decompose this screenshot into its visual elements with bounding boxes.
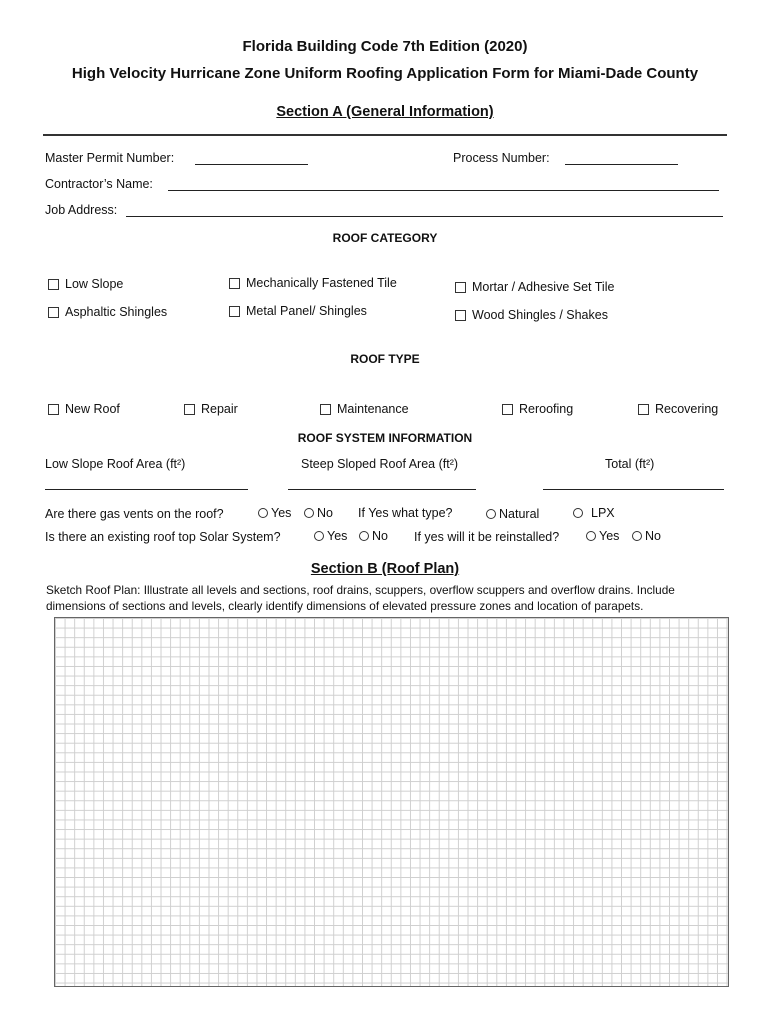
process-number-field[interactable] (565, 164, 678, 165)
gas-vents-no-radio[interactable] (304, 506, 333, 520)
checkbox-wood-shingles-shakes[interactable] (455, 308, 608, 322)
option-label: Asphaltic Shingles (65, 305, 168, 319)
checkbox-icon[interactable] (48, 279, 59, 290)
roof-system-heading: ROOF SYSTEM INFORMATION (297, 431, 473, 445)
radio-label: Natural (499, 507, 540, 521)
option-label: Repair (201, 402, 238, 416)
option-label: Reroofing (519, 402, 574, 416)
total-area-label: Total (ft²) (605, 457, 655, 471)
radio-label: Yes (599, 529, 620, 543)
gas-vents-type-label: If Yes what type? (358, 506, 453, 520)
radio-icon[interactable] (359, 531, 369, 541)
checkbox-mortar-adhesive-set-tile[interactable] (455, 280, 614, 294)
reinstall-no-radio[interactable] (632, 529, 661, 543)
total-area-field[interactable] (543, 489, 724, 490)
option-label: Recovering (655, 402, 719, 416)
job-address-field[interactable] (126, 216, 723, 217)
low-slope-area-field[interactable] (45, 489, 248, 490)
roof-category-heading: ROOF CATEGORY (332, 231, 438, 245)
section-a-title: Section A (General Information) (276, 104, 494, 120)
checkbox-reroofing[interactable] (502, 402, 573, 416)
radio-icon[interactable] (258, 508, 268, 518)
gas-vent-lpx-radio[interactable] (573, 506, 615, 520)
checkbox-repair[interactable] (184, 402, 238, 416)
checkbox-new-roof[interactable] (48, 402, 120, 416)
checkbox-recovering[interactable] (638, 402, 718, 416)
option-label: Mechanically Fastened Tile (246, 276, 397, 290)
checkbox-icon[interactable] (229, 306, 240, 317)
solar-reinstall-question: If yes will it be reinstalled? (414, 530, 560, 544)
checkbox-maintenance[interactable] (320, 402, 409, 416)
option-label: Maintenance (337, 402, 409, 416)
steep-slope-area-label: Steep Sloped Roof Area (ft²) (301, 457, 459, 471)
roof-type-heading: ROOF TYPE (350, 352, 420, 366)
checkbox-icon[interactable] (638, 404, 649, 415)
radio-label: No (372, 529, 388, 543)
low-slope-area-label: Low Slope Roof Area (ft²) (45, 457, 186, 471)
radio-icon[interactable] (573, 508, 583, 518)
option-label: Low Slope (65, 277, 124, 291)
option-label: Metal Panel/ Shingles (246, 304, 367, 318)
radio-label: No (317, 506, 333, 520)
checkbox-icon[interactable] (455, 310, 466, 321)
checkbox-mechanically-fastened-tile[interactable] (229, 276, 397, 290)
roof-plan-sketch-grid[interactable] (54, 617, 729, 987)
job-address-label: Job Address: (45, 203, 118, 217)
process-number-label: Process Number: (453, 151, 550, 165)
reinstall-yes-radio[interactable] (586, 529, 619, 543)
checkbox-icon[interactable] (229, 278, 240, 289)
solar-yes-radio[interactable] (314, 529, 347, 543)
steep-slope-area-field[interactable] (288, 489, 476, 490)
solar-question: Is there an existing roof top Solar System? (45, 530, 281, 544)
form-title: Florida Building Code 7th Edition (2020) (242, 38, 528, 55)
option-label: New Roof (65, 402, 120, 416)
checkbox-icon[interactable] (184, 404, 195, 415)
section-b-title: Section B (Roof Plan) (310, 561, 460, 577)
master-permit-field[interactable] (195, 164, 308, 165)
radio-icon[interactable] (314, 531, 324, 541)
contractor-name-label: Contractor’s Name: (45, 177, 153, 191)
option-label: Mortar / Adhesive Set Tile (472, 280, 615, 294)
section-divider (43, 134, 727, 136)
solar-no-radio[interactable] (359, 529, 388, 543)
radio-icon[interactable] (486, 509, 496, 519)
gas-vent-natural-radio[interactable] (486, 507, 539, 521)
radio-icon[interactable] (632, 531, 642, 541)
gas-vents-question: Are there gas vents on the roof? (45, 507, 224, 521)
master-permit-label: Master Permit Number: (45, 151, 175, 165)
checkbox-icon[interactable] (502, 404, 513, 415)
gas-vents-yes-radio[interactable] (258, 506, 291, 520)
checkbox-icon[interactable] (320, 404, 331, 415)
radio-icon[interactable] (586, 531, 596, 541)
radio-label: No (645, 529, 661, 543)
radio-label: Yes (271, 506, 292, 520)
checkbox-icon[interactable] (48, 404, 59, 415)
radio-label: LPX (591, 506, 615, 520)
radio-label: Yes (327, 529, 348, 543)
option-label: Wood Shingles / Shakes (472, 308, 608, 322)
sketch-instructions: Sketch Roof Plan: Illustrate all levels and sections, roof drains, scuppers, overflow scuppers and overflow drains. Include dimensions of sections and levels, clearly identify dimensions of elevated pressure zones and location of parapets. (46, 583, 675, 613)
checkbox-icon[interactable] (48, 307, 59, 318)
checkbox-icon[interactable] (455, 282, 466, 293)
contractor-name-field[interactable] (168, 190, 719, 191)
checkbox-low-slope[interactable] (48, 277, 123, 291)
checkbox-metal-panel-shingles[interactable] (229, 304, 367, 318)
checkbox-asphaltic-shingles[interactable] (48, 305, 167, 319)
form-subtitle: High Velocity Hurricane Zone Uniform Roofing Application Form for Miami-Dade County (71, 65, 699, 82)
radio-icon[interactable] (304, 508, 314, 518)
